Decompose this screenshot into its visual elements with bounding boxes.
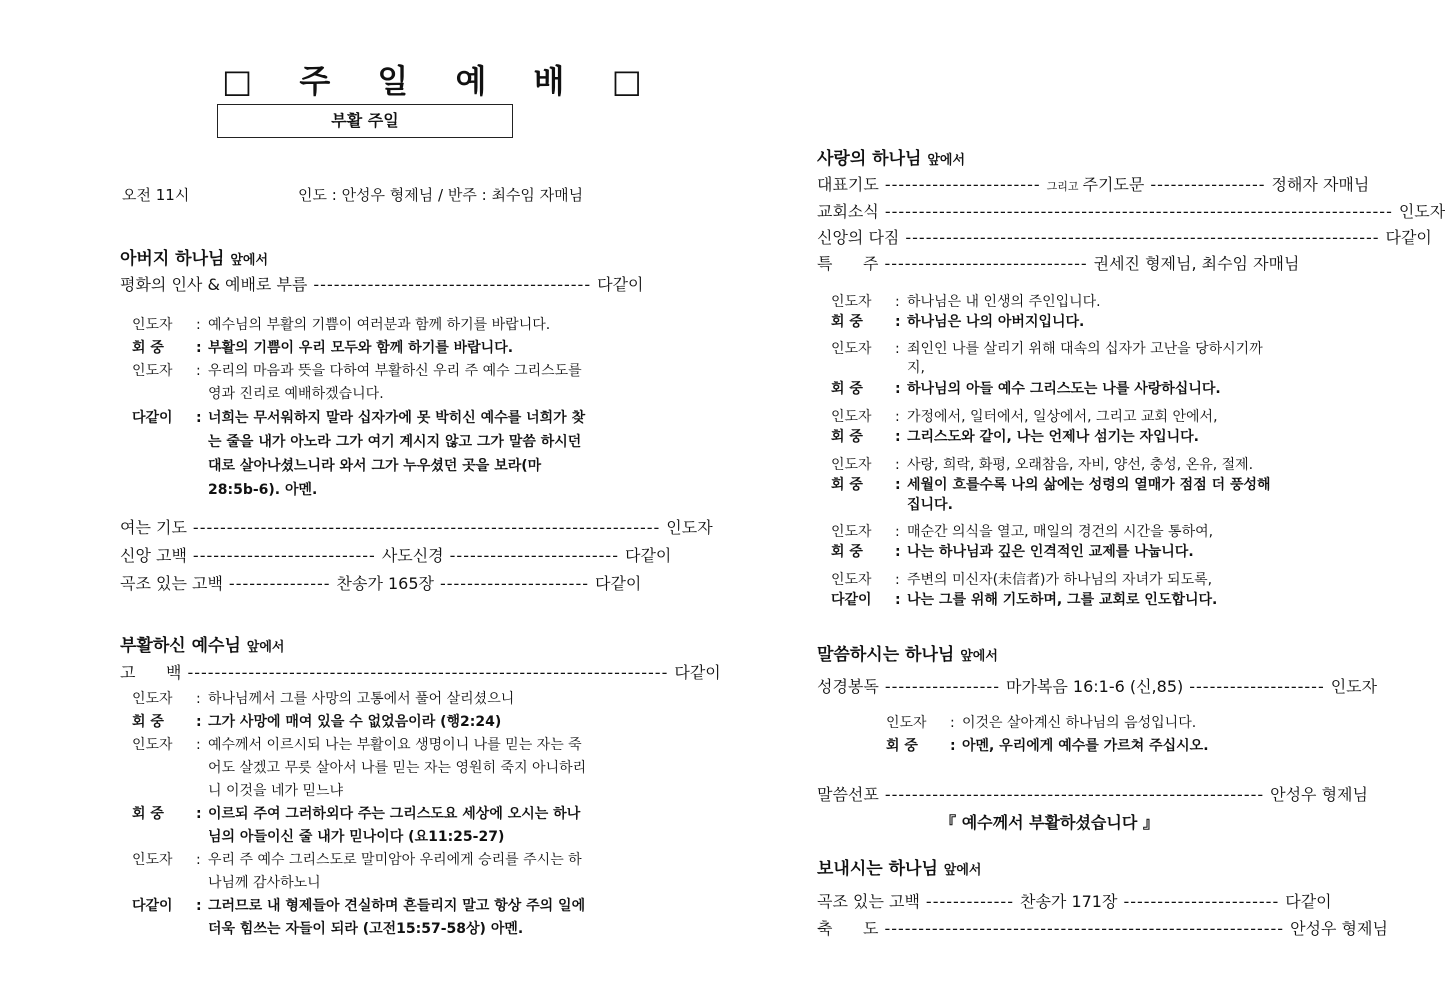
item-who: 인도자 xyxy=(1398,202,1445,221)
speaker: 인도자 xyxy=(132,852,173,868)
item-mid: 사도신경 xyxy=(381,546,444,565)
resp-text: 하나님은 나의 아버지입니다. xyxy=(907,314,1085,330)
speaker: 회 중 xyxy=(831,381,863,397)
resp-text: 이르되 주여 그러하외다 주는 그리스도요 세상에 오시는 하나님의 아들이신 줄 내가 믿나이다 (요11:25-27) xyxy=(208,806,581,845)
item-dash: --------------------------------------------------------------------------- xyxy=(884,202,1393,221)
item-dash: ------------- xyxy=(925,892,1014,911)
item-mid: 찬송가 171장 xyxy=(1019,892,1118,911)
order-item-creed xyxy=(120,543,672,566)
resp-line: 인도자 : 예수께서 이르시되 나는 부활이요 생명이니 나를 믿는 자는 죽어도 살겠고 무릇 살아서 나를 믿는 자는 영원히 죽지 아니하리니 이것을 네가 믿느냐 xyxy=(132,734,588,803)
resp-line: 인도자 : 죄인인 나를 살리기 위해 대속의 십자가 고난을 당하시기까지, xyxy=(831,340,1271,378)
resp-line: 인도자 : 매순간 의식을 열고, 매일의 경건의 시간을 통하여, xyxy=(831,522,1271,542)
section-title: 말씀하시는 하나님 xyxy=(817,645,955,665)
item-dash: ------------------------------ xyxy=(884,254,1088,273)
resp-text: 너희는 무서워하지 말라 십자가에 못 박히신 예수를 너희가 찾는 줄을 내가 아노라 그가 여기 계시지 않고 그가 말씀 하시던 대로 살아나셨느니라 와서 그가 누우셨던 곳을 보라(마28:5b-6). 아멘. xyxy=(208,410,586,498)
item-mid: 찬송가 165장 xyxy=(336,574,434,593)
service-time: 오전 11시 xyxy=(122,186,190,204)
item-dash: ---------------------------------------------------------------------- xyxy=(905,228,1380,247)
resp-text: 그러므로 내 형제들아 견실하며 흔들리지 말고 항상 주의 일에 더욱 힘쓰는 자들이 되라 (고전15:57-58상) 아멘. xyxy=(208,898,586,937)
item-who: 다같이 xyxy=(597,275,644,294)
responsive-reading-3 xyxy=(831,292,1271,610)
item-who: 다같이 xyxy=(1385,228,1432,247)
resp-text: 나는 그를 위해 기도하며, 그를 교회로 인도합니다. xyxy=(907,592,1218,608)
resp-line: 인도자 : 우리 주 예수 그리스도로 말미암아 우리에게 승리를 주시는 하나님께 감사하노니 xyxy=(132,849,588,895)
item-dash: ----------------------- xyxy=(884,175,1041,194)
resp-text: 우리의 마음과 뜻을 다하여 부활하신 우리 주 예수 그리스도를 영과 진리로 예배하겠습니다. xyxy=(208,363,582,402)
speaker: 회 중 xyxy=(886,738,918,754)
resp-text: 하나님의 아들 예수 그리스도는 나를 사랑하십니다. xyxy=(907,381,1221,397)
resp-line: 회 중 : 하나님은 나의 아버지입니다. xyxy=(831,312,1271,332)
speaker: 인도자 xyxy=(831,409,872,425)
order-item-benediction xyxy=(817,916,1388,939)
item-label: 성경봉독 xyxy=(817,677,879,696)
order-item-greeting xyxy=(120,272,644,295)
resp-text: 우리 주 예수 그리스도로 말미암아 우리에게 승리를 주시는 하나님께 감사하노니 xyxy=(208,852,582,891)
subtitle-box: 부활 주일 xyxy=(217,104,513,138)
item-label: 신앙의 다짐 xyxy=(817,228,900,247)
responsive-reading-1 xyxy=(132,314,588,502)
resp-text: 예수께서 이르시되 나는 부활이요 생명이니 나를 믿는 자는 죽어도 살겠고 무릇 살아서 나를 믿는 자는 영원히 죽지 아니하리니 이것을 네가 믿느냐 xyxy=(208,737,587,799)
speaker: 인도자 xyxy=(132,737,173,753)
resp-text: 죄인인 나를 살리기 위해 대속의 십자가 고난을 당하시기까지, xyxy=(907,341,1263,376)
section-suffix: 앞에서 xyxy=(960,649,998,664)
item-who: 인도자 xyxy=(1330,677,1378,696)
order-item-pledge xyxy=(817,225,1432,248)
speaker: 다같이 xyxy=(831,592,872,608)
item-dash: ----------------- xyxy=(1150,175,1266,194)
item-mid: 그리고 xyxy=(1046,180,1079,193)
resp-line: 다같이 : 나는 그를 위해 기도하며, 그를 교회로 인도합니다. xyxy=(831,590,1271,610)
item-who: 정해자 자매님 xyxy=(1271,175,1370,194)
item-who: 안성우 형제님 xyxy=(1270,785,1368,804)
page-title: □ 주 일 예 배 □ xyxy=(222,62,660,100)
speaker: 인도자 xyxy=(831,572,872,588)
item-who: 다같이 xyxy=(674,663,721,682)
section-title: 보내시는 하나님 xyxy=(817,859,938,879)
item-label: 교회소식 xyxy=(817,202,879,221)
item-label: 신앙 고백 xyxy=(120,546,187,565)
resp-line: 인도자 : 예수님의 부활의 기쁨이 여러분과 함께 하기를 바랍니다. xyxy=(132,314,588,337)
item-dash: ------------------------- xyxy=(449,546,619,565)
section-suffix: 앞에서 xyxy=(246,640,285,655)
item-label: 대표기도 xyxy=(817,175,879,194)
item-label: 여는 기도 xyxy=(120,518,187,537)
order-item-announcements xyxy=(817,199,1445,222)
resp-text: 이것은 살아계신 하나님의 음성입니다. xyxy=(962,715,1197,731)
order-item-confession xyxy=(120,660,721,683)
resp-line: 인도자 : 이것은 살아계신 하나님의 음성입니다. xyxy=(886,712,1246,735)
speaker: 인도자 xyxy=(132,363,173,379)
section-heading-loving-god xyxy=(817,144,965,169)
resp-text: 예수님의 부활의 기쁨이 여러분과 함께 하기를 바랍니다. xyxy=(208,317,551,333)
item-label: 말씀선포 xyxy=(817,785,879,804)
resp-text: 부활의 기쁨이 우리 모두와 함께 하기를 바랍니다. xyxy=(208,340,514,356)
item-dash: -------------------------------------------------------- xyxy=(884,785,1265,804)
section-title: 부활하신 예수님 xyxy=(120,636,241,656)
speaker: 회 중 xyxy=(132,340,164,356)
section-suffix: 앞에서 xyxy=(943,863,982,878)
speaker: 회 중 xyxy=(831,477,863,493)
order-item-prayer xyxy=(817,172,1370,195)
service-leaders: 인도 : 안성우 형제님 / 반주 : 최수임 자매님 xyxy=(298,186,584,204)
resp-text: 아멘, 우리에게 예수를 가르쳐 주십시오. xyxy=(962,738,1209,754)
item-dash: ---------------------- xyxy=(439,574,589,593)
item-dash: --------------- xyxy=(228,574,331,593)
item-who: 안성우 형제님 xyxy=(1290,919,1388,938)
item-label: 축 도 xyxy=(817,919,879,938)
resp-line: 회 중 : 그리스도와 같이, 나는 언제나 섬기는 자입니다. xyxy=(831,427,1271,447)
speaker: 인도자 xyxy=(831,457,872,473)
order-item-sermon xyxy=(817,782,1368,805)
section-heading-speaking-god xyxy=(817,640,998,665)
speaker: 회 중 xyxy=(132,714,164,730)
order-item-hymn-171 xyxy=(817,889,1332,912)
resp-line: 회 중 : 하나님의 아들 예수 그리스도는 나를 사랑하십니다. xyxy=(831,378,1271,400)
resp-line: 회 중 : 그가 사망에 매여 있을 수 없었음이라 (행2:24) xyxy=(132,711,588,734)
section-heading-sending-god xyxy=(817,854,981,879)
speaker: 인도자 xyxy=(831,294,872,310)
item-mid: 마가복음 16:1-6 (신,85) xyxy=(1005,677,1184,696)
resp-line: 회 중 : 세월이 흐를수록 나의 삶에는 성령의 열매가 점점 더 풍성해 집니다. xyxy=(831,477,1271,513)
resp-line: 회 중 : 부활의 기쁨이 우리 모두와 함께 하기를 바랍니다. xyxy=(132,337,588,360)
resp-text: 세월이 흐를수록 나의 삶에는 성령의 열매가 점점 더 풍성해 집니다. xyxy=(907,477,1271,513)
resp-line: 회 중 : 이르되 주여 그러하외다 주는 그리스도요 세상에 오시는 하나님의 아들이신 줄 내가 믿나이다 (요11:25-27) xyxy=(132,803,588,849)
order-item-hymn-165 xyxy=(120,571,642,594)
section-title: 아버지 하나님 xyxy=(120,249,225,269)
order-item-scripture-reading xyxy=(817,674,1378,697)
resp-text: 매순간 의식을 열고, 매일의 경건의 시간을 통하여, xyxy=(907,524,1214,540)
speaker: 회 중 xyxy=(132,806,164,822)
resp-text: 나는 하나님과 깊은 인격적인 교제를 나눕니다. xyxy=(907,544,1194,560)
resp-line: 회 중 : 아멘, 우리에게 예수를 가르쳐 주십시오. xyxy=(886,735,1246,758)
item-dash: ----------------------------------------------------------- xyxy=(884,919,1285,938)
resp-text: 그가 사망에 매여 있을 수 없었음이라 (행2:24) xyxy=(208,714,502,730)
resp-line: 인도자 : 하나님은 내 인생의 주인입니다. xyxy=(831,292,1271,312)
item-mid: 주기도문 xyxy=(1082,175,1145,194)
item-label: 특 주 xyxy=(817,254,879,273)
item-dash: ----------------- xyxy=(884,677,1000,696)
resp-line: 인도자 : 주변의 미신자(未信者)가 하나님의 자녀가 되도록, xyxy=(831,570,1271,590)
item-who: 다같이 xyxy=(1285,892,1332,911)
resp-text: 하나님은 내 인생의 주인입니다. xyxy=(907,294,1101,310)
resp-text: 가정에서, 일터에서, 일상에서, 그리고 교회 안에서, xyxy=(907,409,1218,425)
speaker: 인도자 xyxy=(132,691,173,707)
resp-line: 인도자 : 우리의 마음과 뜻을 다하여 부활하신 우리 주 예수 그리스도를 영과 진리로 예배하겠습니다. xyxy=(132,360,588,406)
speaker: 인도자 xyxy=(831,524,872,540)
item-label: 고 백 xyxy=(120,663,182,682)
item-who: 다같이 xyxy=(595,574,642,593)
resp-line: 회 중 : 나는 하나님과 깊은 인격적인 교제를 나눕니다. xyxy=(831,542,1271,562)
speaker: 회 중 xyxy=(831,544,863,560)
item-dash: --------------------------------------------------------------------- xyxy=(192,518,661,537)
resp-line: 인도자 : 하나님께서 그를 사망의 고통에서 풀어 살리셨으니 xyxy=(132,688,588,711)
sermon-title: 『 예수께서 부활하셨습니다 』 xyxy=(940,813,1159,832)
resp-text: 하나님께서 그를 사망의 고통에서 풀어 살리셨으니 xyxy=(208,691,515,707)
item-dash: ----------------------------------------------------------------------- xyxy=(187,663,669,682)
item-dash: -------------------- xyxy=(1189,677,1325,696)
resp-text: 주변의 미신자(未信者)가 하나님의 자녀가 되도록, xyxy=(907,572,1213,588)
item-label: 곡조 있는 고백 xyxy=(120,574,223,593)
item-dash: ----------------------- xyxy=(1123,892,1280,911)
order-item-opening-prayer xyxy=(120,515,713,538)
item-who: 다같이 xyxy=(624,546,672,565)
resp-line: 다같이 : 너희는 무서워하지 말라 십자가에 못 박히신 예수를 너희가 찾는 줄을 내가 아노라 그가 여기 계시지 않고 그가 말씀 하시던 대로 살아나셨느니라 와서 그가 누우셨던 곳을 보라(마28:5b-6). 아멘. xyxy=(132,406,588,502)
resp-text: 사랑, 희락, 화평, 오래참음, 자비, 양선, 충성, 온유, 절제. xyxy=(907,457,1254,473)
resp-line: 인도자 : 사랑, 희락, 화평, 오래참음, 자비, 양선, 충성, 온유, 절제. xyxy=(831,455,1271,475)
section-suffix: 앞에서 xyxy=(230,253,269,268)
item-label: 곡조 있는 고백 xyxy=(817,892,920,911)
responsive-reading-4 xyxy=(886,712,1246,758)
item-who: 인도자 xyxy=(666,518,713,537)
item-dash: --------------------------- xyxy=(192,546,376,565)
speaker: 인도자 xyxy=(831,341,872,357)
order-item-special-music xyxy=(817,251,1300,274)
section-title: 사랑의 하나님 xyxy=(817,149,922,169)
item-who: 권세진 형제님, 최수임 자매님 xyxy=(1093,254,1300,273)
section-suffix: 앞에서 xyxy=(927,153,966,168)
speaker: 회 중 xyxy=(831,429,863,445)
resp-line: 다같이 : 그러므로 내 형제들아 견실하며 흔들리지 말고 항상 주의 일에 더욱 힘쓰는 자들이 되라 (고전15:57-58상) 아멘. xyxy=(132,895,588,941)
section-heading-father xyxy=(120,244,268,269)
speaker: 인도자 xyxy=(886,715,927,731)
resp-text: 그리스도와 같이, 나는 언제나 섬기는 자입니다. xyxy=(907,429,1199,445)
speaker: 다같이 xyxy=(132,898,173,914)
section-heading-risen-jesus xyxy=(120,631,284,656)
item-dash: ----------------------------------------- xyxy=(313,275,592,294)
speaker: 다같이 xyxy=(132,410,173,426)
speaker: 인도자 xyxy=(132,317,173,333)
speaker: 회 중 xyxy=(831,314,863,330)
item-label: 평화의 인사 & 예배로 부름 xyxy=(120,275,308,294)
responsive-reading-2 xyxy=(132,688,588,941)
resp-line: 인도자 : 가정에서, 일터에서, 일상에서, 그리고 교회 안에서, xyxy=(831,407,1271,427)
